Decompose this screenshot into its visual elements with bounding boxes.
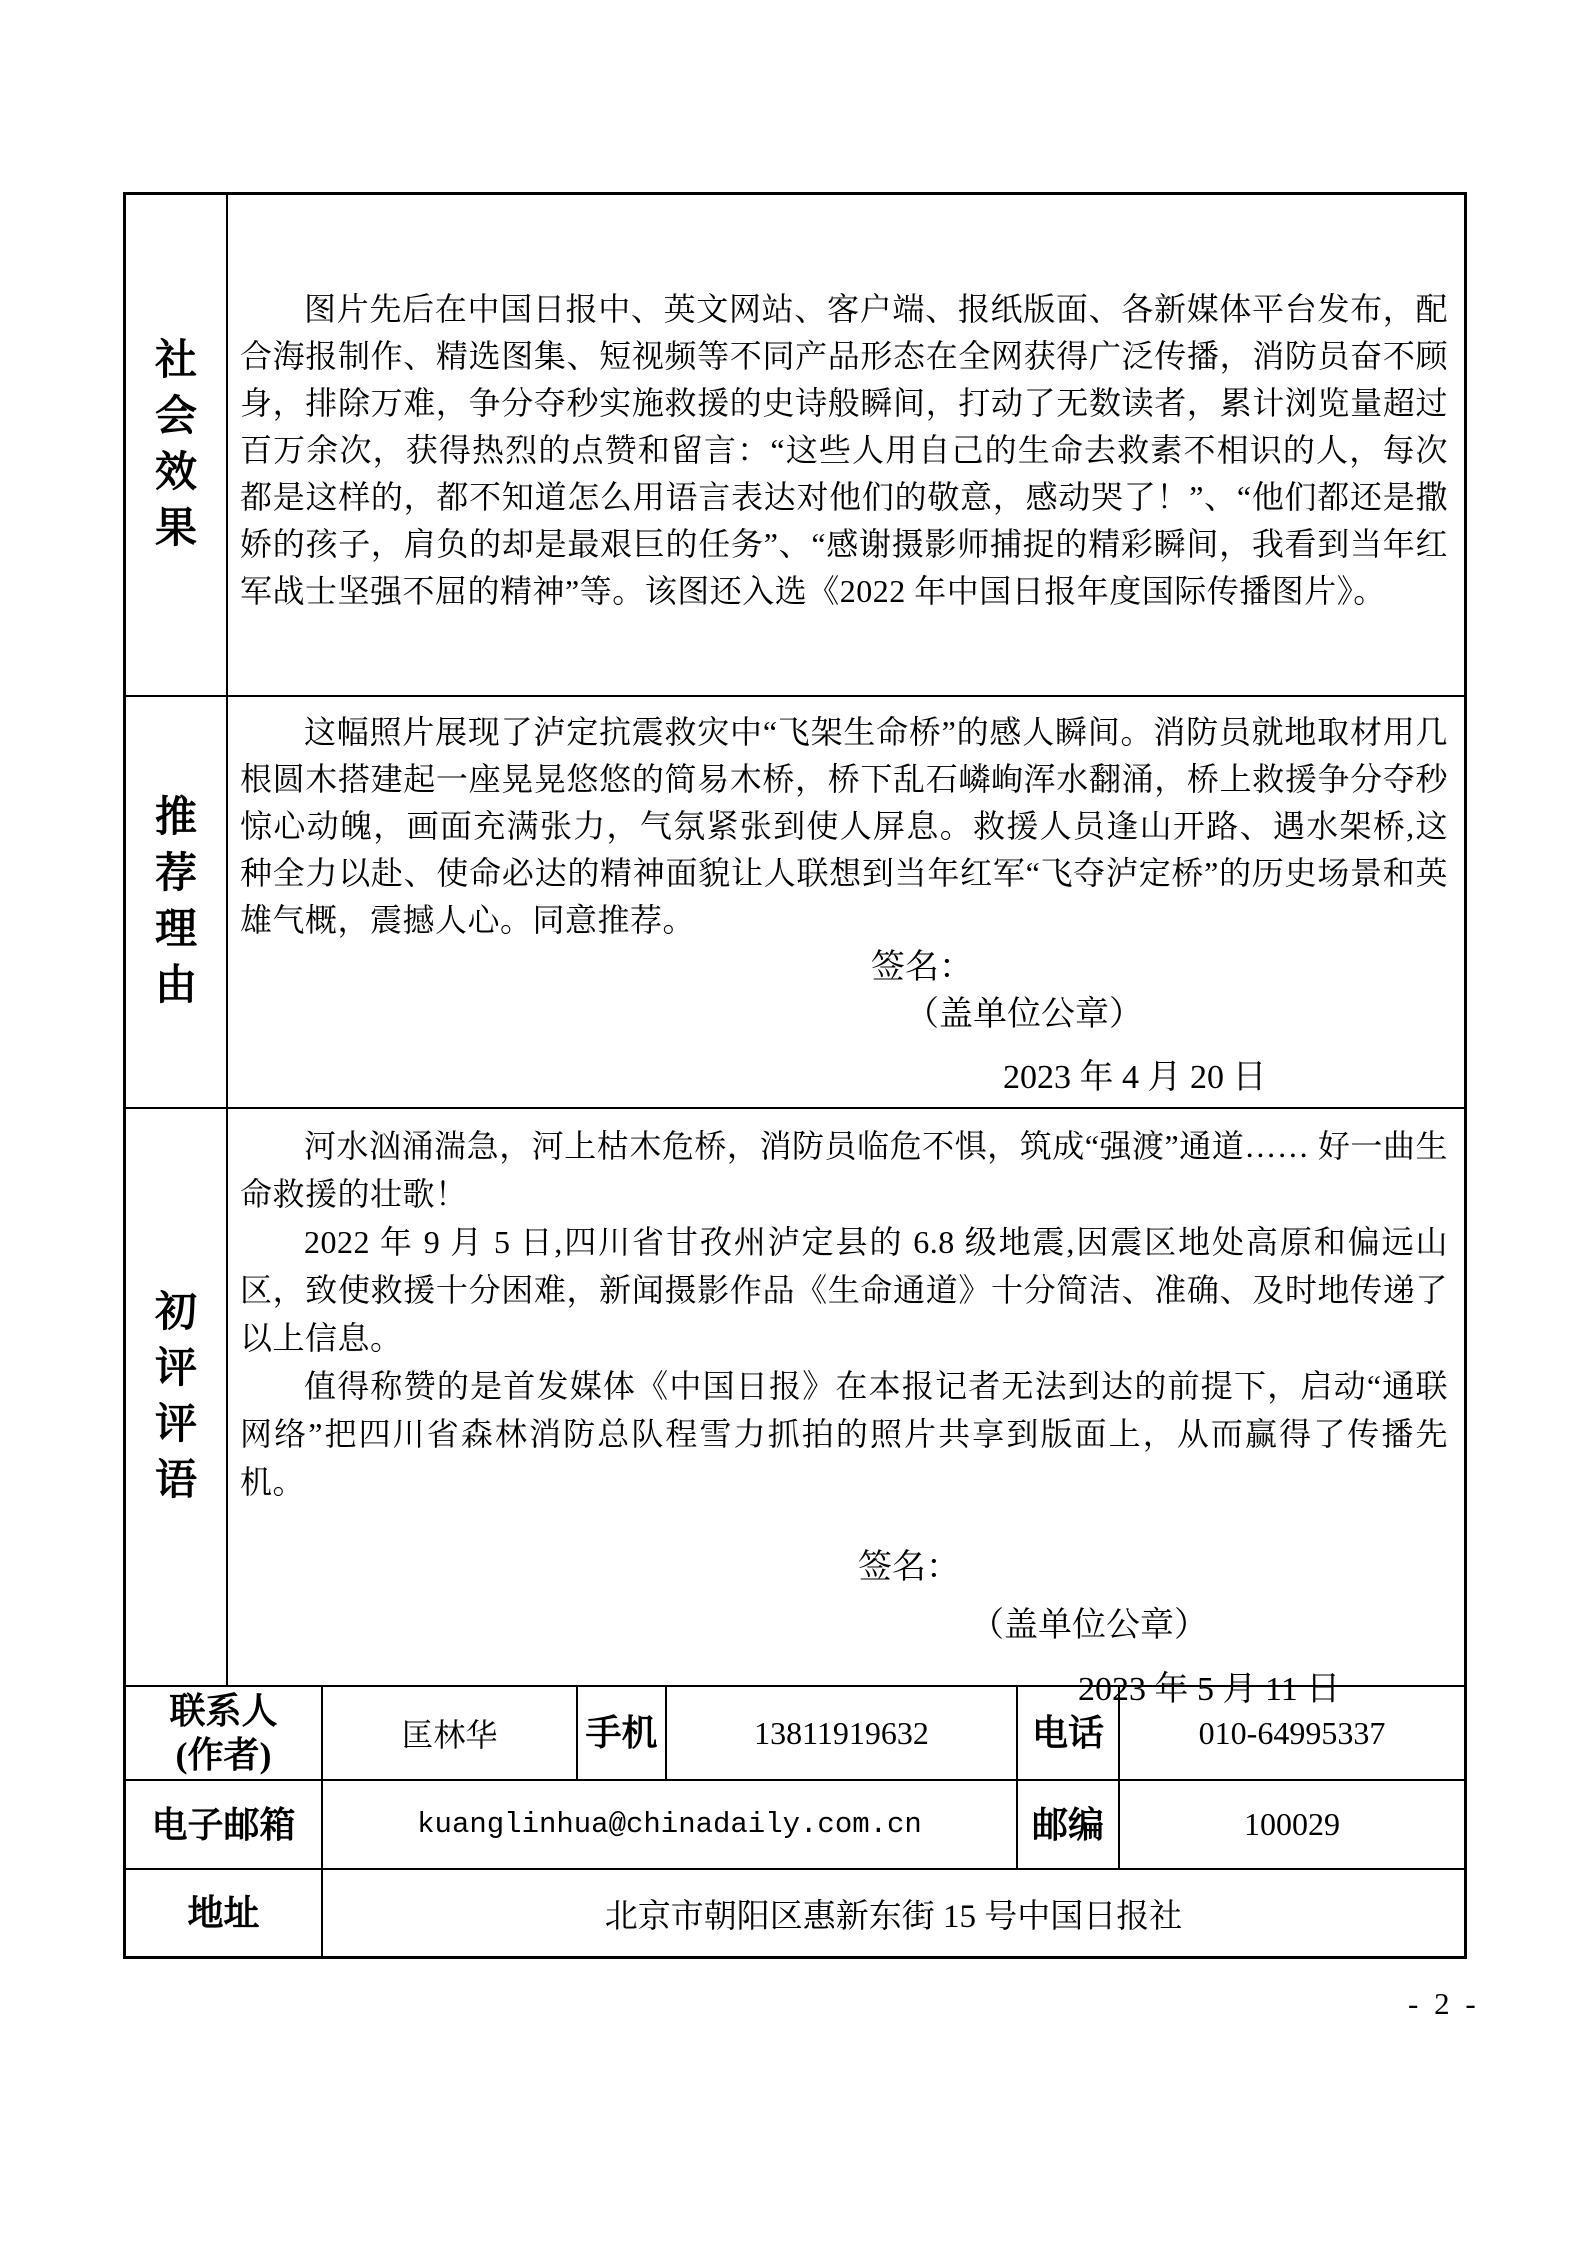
review-paragraph-3: 值得称赞的是首发媒体《中国日报》在本报记者无法到达的前提下，启动“通联网络”把四川省森林消防总队程雪力抓拍的照片共享到版面上，从而赢得了传播先机。: [240, 1368, 1448, 1500]
page-number: - 2 -: [1408, 1986, 1480, 2021]
email-label-cell: [126, 1781, 321, 1868]
row-contact: [126, 1685, 1464, 1779]
review-paragraph-1: 河水汹涌湍急，河上枯木危桥，消防员临危不惧，筑成“强渡”通道…… 好一曲生命救援的壮歌！: [240, 1128, 1448, 1212]
phone-number-cell: [1118, 1687, 1464, 1779]
section-content-social-effect: [226, 195, 1464, 695]
address-label: 地址: [187, 1893, 260, 1933]
row-recommendation: [126, 695, 1464, 1107]
section-content-preliminary-review: [226, 1109, 1464, 1708]
row-preliminary-review: [126, 1107, 1464, 1708]
postcode-label-cell: [1016, 1781, 1118, 1868]
mobile-label: 手机: [585, 1713, 658, 1753]
social-effect-paragraph: 图片先后在中国日报中、英文网站、客户端、报纸版面、各新媒体平台发布，配合海报制作、精选图集、短视频等不同产品形态在全网获得广泛传播，消防员奋不顾身，排除万难，争分夺秒实施救援的史诗般瞬间，打动了无数读者，累计浏览量超过百万余次，获得热烈的点赞和留言：“这些人用自己的生命去救素不相识的人，每次都是这样的，都不知道怎么用语言表达对他们的敬意，感动哭了！”、“他们都还是撒娇的孩子，肩负的却是最艰巨的任务”、“感谢摄影师捕捉的精彩瞬间，我看到当年红军战士坚强不屈的精神”等。该图还入选《2022 年中国日报年度国际传播图片》。: [240, 291, 1448, 609]
row-email: [126, 1779, 1464, 1868]
signature-label: 签名：: [871, 949, 973, 986]
section-label-social-effect: 社会效果: [154, 338, 197, 552]
section-content-recommendation: [226, 697, 1464, 1107]
address-label-cell: [126, 1870, 321, 1956]
row-social-effect: [126, 195, 1464, 695]
postcode: 100029: [1244, 1806, 1340, 1842]
section-label-cell: [126, 195, 226, 695]
section-label-cell: [126, 1109, 226, 1685]
phone-label-cell: [1016, 1687, 1118, 1779]
contact-sublabel: (作者): [175, 1735, 272, 1775]
email-value-cell: [321, 1781, 1016, 1868]
seal-note: （盖单位公章）: [970, 1607, 1208, 1644]
form-table: [123, 192, 1467, 1959]
address-text: 北京市朝阳区惠新东街 15 号中国日报社: [604, 1898, 1183, 1935]
recommendation-paragraph: 这幅照片展现了泸定抗震救灾中“飞架生命桥”的感人瞬间。消防员就地取材用几根圆木搭建起一座晃晃悠悠的简易木桥，桥下乱石嶙峋浑水翻涌，桥上救援争分夺秒惊心动魄，画面充满张力，气氛紧张到使人屏息。救援人员逢山开路、遇水架桥,这种全力以赴、使命必达的精神面貌让人联想到当年红军“飞夺泸定桥”的历史场景和英雄气概，震撼人心。同意推荐。: [240, 714, 1448, 938]
row-address: [126, 1868, 1464, 1956]
phone-label: 电话: [1031, 1713, 1104, 1753]
recommendation-signature-block: [240, 944, 1448, 1101]
mobile-number: 13811919632: [754, 1714, 929, 1751]
contact-name-cell: [321, 1687, 576, 1779]
mobile-number-cell: [665, 1687, 1016, 1779]
section-label-recommendation: 推荐理由: [154, 795, 197, 1009]
email-label: 电子邮箱: [151, 1804, 296, 1845]
contact-label-cell: [126, 1687, 321, 1779]
seal-note: （盖单位公章）: [905, 996, 1143, 1033]
section-label-cell: [126, 697, 226, 1107]
postcode-label: 邮编: [1031, 1804, 1104, 1845]
contact-name: 匡林华: [401, 1717, 498, 1753]
contact-label: 联系人: [169, 1691, 278, 1731]
review-paragraph-2: 2022 年 9 月 5 日,四川省甘孜州泸定县的 6.8 级地震,因震区地处高原和偏远山区，致使救援十分困难，新闻摄影作品《生命通道》十分简洁、准确、及时地传递了以上信息。: [240, 1224, 1448, 1356]
phone-number: 010-64995337: [1198, 1714, 1386, 1751]
postcode-value-cell: [1118, 1781, 1464, 1868]
signature-label: 签名：: [858, 1549, 960, 1586]
mobile-label-cell: [576, 1687, 665, 1779]
email-address: kuanglinhua@chinadaily.com.cn: [417, 1808, 922, 1841]
signature-date: 2023 年 4 月 20 日: [1003, 1059, 1267, 1096]
address-value-cell: [321, 1870, 1464, 1956]
signature-date: 2023 年 5 月 11 日: [1078, 1671, 1341, 1708]
section-label-preliminary-review: 初评评语: [154, 1290, 197, 1504]
